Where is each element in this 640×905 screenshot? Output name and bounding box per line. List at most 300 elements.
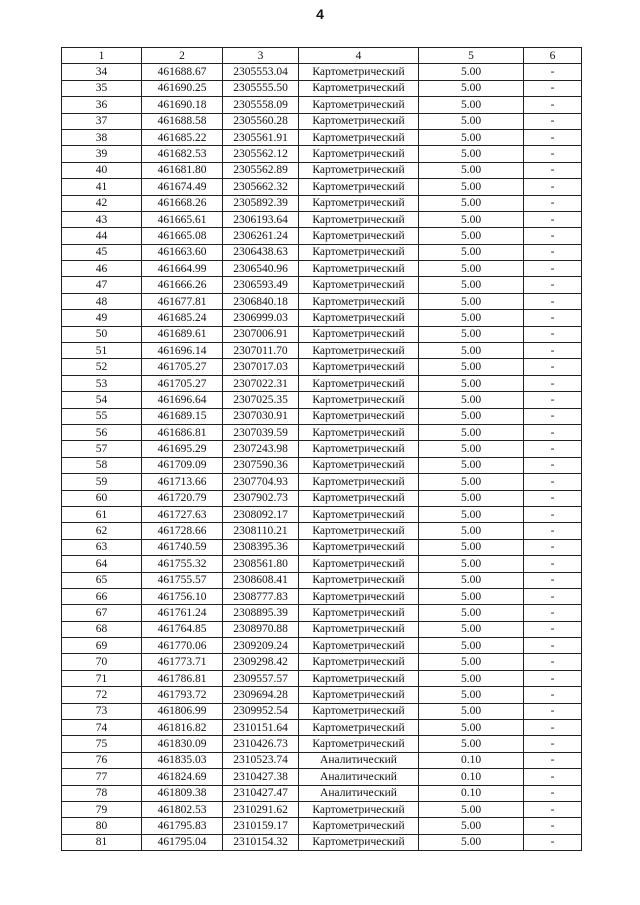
note-cell: -: [524, 670, 582, 686]
y-coordinate-cell: 2306540.96: [223, 261, 299, 277]
note-cell: -: [524, 539, 582, 555]
accuracy-cell: 5.00: [419, 720, 524, 736]
method-cell: Картометрический: [299, 703, 419, 719]
accuracy-cell: 5.00: [419, 129, 524, 145]
x-coordinate-cell: 461713.66: [142, 474, 223, 490]
accuracy-cell: 0.10: [419, 769, 524, 785]
y-coordinate-cell: 2310523.74: [223, 752, 299, 768]
method-cell: Картометрический: [299, 670, 419, 686]
point-number-cell: 72: [62, 687, 142, 703]
table-row: [62, 556, 582, 572]
y-coordinate-cell: 2307243.98: [223, 441, 299, 457]
y-coordinate-cell: 2308092.17: [223, 506, 299, 522]
accuracy-cell: 0.10: [419, 785, 524, 801]
note-cell: -: [524, 326, 582, 342]
point-number-cell: 38: [62, 129, 142, 145]
x-coordinate-cell: 461773.71: [142, 654, 223, 670]
method-cell: Картометрический: [299, 326, 419, 342]
method-cell: Картометрический: [299, 228, 419, 244]
method-cell: Картометрический: [299, 146, 419, 162]
column-header: 4: [299, 48, 419, 64]
note-cell: -: [524, 801, 582, 817]
method-cell: Картометрический: [299, 539, 419, 555]
accuracy-cell: 5.00: [419, 801, 524, 817]
y-coordinate-cell: 2305558.09: [223, 97, 299, 113]
table-row: [62, 326, 582, 342]
x-coordinate-cell: 461720.79: [142, 490, 223, 506]
x-coordinate-cell: 461689.15: [142, 408, 223, 424]
method-cell: Картометрический: [299, 195, 419, 211]
table-row: [62, 720, 582, 736]
y-coordinate-cell: 2309557.57: [223, 670, 299, 686]
x-coordinate-cell: 461795.04: [142, 834, 223, 850]
method-cell: Аналитический: [299, 785, 419, 801]
table-row: [62, 474, 582, 490]
y-coordinate-cell: 2310154.32: [223, 834, 299, 850]
accuracy-cell: 5.00: [419, 195, 524, 211]
note-cell: -: [524, 392, 582, 408]
point-number-cell: 39: [62, 146, 142, 162]
note-cell: -: [524, 244, 582, 260]
table-row: [62, 490, 582, 506]
accuracy-cell: 5.00: [419, 146, 524, 162]
note-cell: -: [524, 605, 582, 621]
note-cell: -: [524, 572, 582, 588]
x-coordinate-cell: 461809.38: [142, 785, 223, 801]
note-cell: -: [524, 490, 582, 506]
x-coordinate-cell: 461830.09: [142, 736, 223, 752]
method-cell: Картометрический: [299, 211, 419, 227]
method-cell: Картометрический: [299, 506, 419, 522]
accuracy-cell: 5.00: [419, 605, 524, 621]
method-cell: Картометрический: [299, 97, 419, 113]
point-number-cell: 34: [62, 64, 142, 80]
y-coordinate-cell: 2309298.42: [223, 654, 299, 670]
note-cell: -: [524, 277, 582, 293]
x-coordinate-cell: 461665.61: [142, 211, 223, 227]
table-row: [62, 64, 582, 80]
accuracy-cell: 5.00: [419, 261, 524, 277]
point-number-cell: 78: [62, 785, 142, 801]
table-body: [62, 64, 582, 851]
x-coordinate-cell: 461689.61: [142, 326, 223, 342]
method-cell: Картометрический: [299, 605, 419, 621]
method-cell: Картометрический: [299, 687, 419, 703]
accuracy-cell: 5.00: [419, 818, 524, 834]
x-coordinate-cell: 461663.60: [142, 244, 223, 260]
note-cell: -: [524, 441, 582, 457]
method-cell: Картометрический: [299, 310, 419, 326]
note-cell: -: [524, 261, 582, 277]
table-row: [62, 441, 582, 457]
note-cell: -: [524, 654, 582, 670]
y-coordinate-cell: 2306593.49: [223, 277, 299, 293]
y-coordinate-cell: 2307022.31: [223, 375, 299, 391]
method-cell: Картометрический: [299, 474, 419, 490]
accuracy-cell: 5.00: [419, 834, 524, 850]
note-cell: -: [524, 506, 582, 522]
note-cell: -: [524, 736, 582, 752]
table-row: [62, 654, 582, 670]
table-row: [62, 638, 582, 654]
accuracy-cell: 5.00: [419, 408, 524, 424]
accuracy-cell: 5.00: [419, 211, 524, 227]
note-cell: -: [524, 375, 582, 391]
y-coordinate-cell: 2306840.18: [223, 293, 299, 309]
table-row: [62, 408, 582, 424]
method-cell: Картометрический: [299, 392, 419, 408]
y-coordinate-cell: 2308110.21: [223, 523, 299, 539]
method-cell: Аналитический: [299, 769, 419, 785]
note-cell: -: [524, 457, 582, 473]
note-cell: -: [524, 556, 582, 572]
point-number-cell: 64: [62, 556, 142, 572]
accuracy-cell: 0.10: [419, 752, 524, 768]
x-coordinate-cell: 461709.09: [142, 457, 223, 473]
table-row: [62, 392, 582, 408]
table-row: [62, 277, 582, 293]
note-cell: -: [524, 162, 582, 178]
accuracy-cell: 5.00: [419, 490, 524, 506]
point-number-cell: 48: [62, 293, 142, 309]
y-coordinate-cell: 2307011.70: [223, 343, 299, 359]
x-coordinate-cell: 461764.85: [142, 621, 223, 637]
y-coordinate-cell: 2310151.64: [223, 720, 299, 736]
x-coordinate-cell: 461816.82: [142, 720, 223, 736]
accuracy-cell: 5.00: [419, 506, 524, 522]
note-cell: -: [524, 113, 582, 129]
accuracy-cell: 5.00: [419, 703, 524, 719]
y-coordinate-cell: 2308608.41: [223, 572, 299, 588]
x-coordinate-cell: 461795.83: [142, 818, 223, 834]
table-row: [62, 539, 582, 555]
note-cell: -: [524, 523, 582, 539]
column-header: 6: [524, 48, 582, 64]
note-cell: -: [524, 228, 582, 244]
accuracy-cell: 5.00: [419, 162, 524, 178]
table-row: [62, 752, 582, 768]
x-coordinate-cell: 461685.22: [142, 129, 223, 145]
table-row: [62, 293, 582, 309]
y-coordinate-cell: 2305562.89: [223, 162, 299, 178]
note-cell: -: [524, 687, 582, 703]
note-cell: -: [524, 211, 582, 227]
x-coordinate-cell: 461793.72: [142, 687, 223, 703]
table-row: [62, 97, 582, 113]
method-cell: Картометрический: [299, 621, 419, 637]
note-cell: -: [524, 359, 582, 375]
accuracy-cell: 5.00: [419, 392, 524, 408]
table-row: [62, 769, 582, 785]
table-row: [62, 359, 582, 375]
point-number-cell: 62: [62, 523, 142, 539]
method-cell: Картометрический: [299, 441, 419, 457]
table-row: [62, 687, 582, 703]
accuracy-cell: 5.00: [419, 80, 524, 96]
y-coordinate-cell: 2306438.63: [223, 244, 299, 260]
table-row: [62, 244, 582, 260]
accuracy-cell: 5.00: [419, 638, 524, 654]
x-coordinate-cell: 461686.81: [142, 424, 223, 440]
note-cell: -: [524, 293, 582, 309]
point-number-cell: 74: [62, 720, 142, 736]
y-coordinate-cell: 2306193.64: [223, 211, 299, 227]
method-cell: Картометрический: [299, 277, 419, 293]
table-row: [62, 834, 582, 850]
note-cell: -: [524, 720, 582, 736]
point-number-cell: 65: [62, 572, 142, 588]
point-number-cell: 70: [62, 654, 142, 670]
x-coordinate-cell: 461705.27: [142, 375, 223, 391]
table-row: [62, 818, 582, 834]
x-coordinate-cell: 461761.24: [142, 605, 223, 621]
method-cell: Картометрический: [299, 457, 419, 473]
table-row: [62, 801, 582, 817]
accuracy-cell: 5.00: [419, 375, 524, 391]
table-row: [62, 80, 582, 96]
x-coordinate-cell: 461802.53: [142, 801, 223, 817]
point-number-cell: 63: [62, 539, 142, 555]
table-row: [62, 621, 582, 637]
table-row: [62, 588, 582, 604]
note-cell: -: [524, 64, 582, 80]
accuracy-cell: 5.00: [419, 113, 524, 129]
y-coordinate-cell: 2309209.24: [223, 638, 299, 654]
page-number: 4: [316, 6, 324, 22]
point-number-cell: 79: [62, 801, 142, 817]
point-number-cell: 71: [62, 670, 142, 686]
y-coordinate-cell: 2307030.91: [223, 408, 299, 424]
x-coordinate-cell: 461740.59: [142, 539, 223, 555]
note-cell: -: [524, 703, 582, 719]
method-cell: Картометрический: [299, 80, 419, 96]
y-coordinate-cell: 2305662.32: [223, 179, 299, 195]
point-number-cell: 43: [62, 211, 142, 227]
method-cell: Картометрический: [299, 638, 419, 654]
y-coordinate-cell: 2308777.83: [223, 588, 299, 604]
x-coordinate-cell: 461665.08: [142, 228, 223, 244]
coordinates-table: [61, 47, 582, 851]
method-cell: Картометрический: [299, 736, 419, 752]
note-cell: -: [524, 80, 582, 96]
point-number-cell: 45: [62, 244, 142, 260]
accuracy-cell: 5.00: [419, 457, 524, 473]
x-coordinate-cell: 461688.58: [142, 113, 223, 129]
table-row: [62, 113, 582, 129]
y-coordinate-cell: 2307025.35: [223, 392, 299, 408]
point-number-cell: 37: [62, 113, 142, 129]
y-coordinate-cell: 2308561.80: [223, 556, 299, 572]
note-cell: -: [524, 769, 582, 785]
accuracy-cell: 5.00: [419, 654, 524, 670]
method-cell: Картометрический: [299, 720, 419, 736]
x-coordinate-cell: 461685.24: [142, 310, 223, 326]
x-coordinate-cell: 461835.03: [142, 752, 223, 768]
method-cell: Картометрический: [299, 359, 419, 375]
point-number-cell: 55: [62, 408, 142, 424]
x-coordinate-cell: 461806.99: [142, 703, 223, 719]
x-coordinate-cell: 461727.63: [142, 506, 223, 522]
point-number-cell: 68: [62, 621, 142, 637]
y-coordinate-cell: 2307902.73: [223, 490, 299, 506]
table-row: [62, 146, 582, 162]
point-number-cell: 61: [62, 506, 142, 522]
note-cell: -: [524, 408, 582, 424]
y-coordinate-cell: 2305561.91: [223, 129, 299, 145]
table-row: [62, 424, 582, 440]
note-cell: -: [524, 818, 582, 834]
point-number-cell: 53: [62, 375, 142, 391]
note-cell: -: [524, 179, 582, 195]
y-coordinate-cell: 2305555.50: [223, 80, 299, 96]
accuracy-cell: 5.00: [419, 343, 524, 359]
method-cell: Картометрический: [299, 408, 419, 424]
x-coordinate-cell: 461690.18: [142, 97, 223, 113]
table-row: [62, 605, 582, 621]
method-cell: Картометрический: [299, 179, 419, 195]
x-coordinate-cell: 461755.57: [142, 572, 223, 588]
table-row: [62, 506, 582, 522]
y-coordinate-cell: 2306261.24: [223, 228, 299, 244]
x-coordinate-cell: 461690.25: [142, 80, 223, 96]
point-number-cell: 60: [62, 490, 142, 506]
point-number-cell: 47: [62, 277, 142, 293]
y-coordinate-cell: 2307006.91: [223, 326, 299, 342]
method-cell: Картометрический: [299, 834, 419, 850]
accuracy-cell: 5.00: [419, 64, 524, 80]
table-row: [62, 670, 582, 686]
x-coordinate-cell: 461674.49: [142, 179, 223, 195]
point-number-cell: 67: [62, 605, 142, 621]
note-cell: -: [524, 343, 582, 359]
x-coordinate-cell: 461786.81: [142, 670, 223, 686]
column-header: 3: [223, 48, 299, 64]
accuracy-cell: 5.00: [419, 736, 524, 752]
note-cell: -: [524, 310, 582, 326]
table-header: [62, 48, 582, 64]
table-row: [62, 457, 582, 473]
x-coordinate-cell: 461824.69: [142, 769, 223, 785]
method-cell: Картометрический: [299, 523, 419, 539]
accuracy-cell: 5.00: [419, 588, 524, 604]
accuracy-cell: 5.00: [419, 474, 524, 490]
accuracy-cell: 5.00: [419, 539, 524, 555]
table-row: [62, 195, 582, 211]
point-number-cell: 56: [62, 424, 142, 440]
point-number-cell: 58: [62, 457, 142, 473]
note-cell: -: [524, 424, 582, 440]
column-header: 2: [142, 48, 223, 64]
accuracy-cell: 5.00: [419, 310, 524, 326]
x-coordinate-cell: 461696.14: [142, 343, 223, 359]
point-number-cell: 36: [62, 97, 142, 113]
y-coordinate-cell: 2309694.28: [223, 687, 299, 703]
method-cell: Картометрический: [299, 293, 419, 309]
note-cell: -: [524, 752, 582, 768]
y-coordinate-cell: 2308395.36: [223, 539, 299, 555]
x-coordinate-cell: 461755.32: [142, 556, 223, 572]
table-row: [62, 162, 582, 178]
note-cell: -: [524, 97, 582, 113]
method-cell: Картометрический: [299, 801, 419, 817]
x-coordinate-cell: 461666.26: [142, 277, 223, 293]
table-row: [62, 523, 582, 539]
point-number-cell: 52: [62, 359, 142, 375]
table-row: [62, 261, 582, 277]
y-coordinate-cell: 2310427.47: [223, 785, 299, 801]
method-cell: Картометрический: [299, 343, 419, 359]
x-coordinate-cell: 461770.06: [142, 638, 223, 654]
method-cell: Картометрический: [299, 64, 419, 80]
y-coordinate-cell: 2307039.59: [223, 424, 299, 440]
x-coordinate-cell: 461677.81: [142, 293, 223, 309]
note-cell: -: [524, 129, 582, 145]
column-header: 1: [62, 48, 142, 64]
table-row: [62, 736, 582, 752]
accuracy-cell: 5.00: [419, 277, 524, 293]
y-coordinate-cell: 2310291.62: [223, 801, 299, 817]
accuracy-cell: 5.00: [419, 670, 524, 686]
point-number-cell: 42: [62, 195, 142, 211]
method-cell: Картометрический: [299, 244, 419, 260]
point-number-cell: 76: [62, 752, 142, 768]
point-number-cell: 69: [62, 638, 142, 654]
note-cell: -: [524, 588, 582, 604]
accuracy-cell: 5.00: [419, 572, 524, 588]
point-number-cell: 77: [62, 769, 142, 785]
method-cell: Картометрический: [299, 654, 419, 670]
x-coordinate-cell: 461696.64: [142, 392, 223, 408]
point-number-cell: 40: [62, 162, 142, 178]
note-cell: -: [524, 834, 582, 850]
accuracy-cell: 5.00: [419, 326, 524, 342]
method-cell: Картометрический: [299, 113, 419, 129]
accuracy-cell: 5.00: [419, 441, 524, 457]
table-row: [62, 211, 582, 227]
method-cell: Картометрический: [299, 572, 419, 588]
x-coordinate-cell: 461756.10: [142, 588, 223, 604]
y-coordinate-cell: 2310426.73: [223, 736, 299, 752]
note-cell: -: [524, 621, 582, 637]
y-coordinate-cell: 2307017.03: [223, 359, 299, 375]
method-cell: Картометрический: [299, 588, 419, 604]
y-coordinate-cell: 2305553.04: [223, 64, 299, 80]
point-number-cell: 35: [62, 80, 142, 96]
accuracy-cell: 5.00: [419, 244, 524, 260]
x-coordinate-cell: 461705.27: [142, 359, 223, 375]
method-cell: Картометрический: [299, 818, 419, 834]
y-coordinate-cell: 2305892.39: [223, 195, 299, 211]
note-cell: -: [524, 638, 582, 654]
method-cell: Картометрический: [299, 556, 419, 572]
method-cell: Картометрический: [299, 261, 419, 277]
x-coordinate-cell: 461668.26: [142, 195, 223, 211]
y-coordinate-cell: 2305560.28: [223, 113, 299, 129]
table-row: [62, 228, 582, 244]
y-coordinate-cell: 2308970.88: [223, 621, 299, 637]
accuracy-cell: 5.00: [419, 97, 524, 113]
point-number-cell: 75: [62, 736, 142, 752]
table-row: [62, 703, 582, 719]
accuracy-cell: 5.00: [419, 621, 524, 637]
accuracy-cell: 5.00: [419, 556, 524, 572]
accuracy-cell: 5.00: [419, 523, 524, 539]
point-number-cell: 80: [62, 818, 142, 834]
x-coordinate-cell: 461688.67: [142, 64, 223, 80]
point-number-cell: 81: [62, 834, 142, 850]
y-coordinate-cell: 2309952.54: [223, 703, 299, 719]
accuracy-cell: 5.00: [419, 179, 524, 195]
